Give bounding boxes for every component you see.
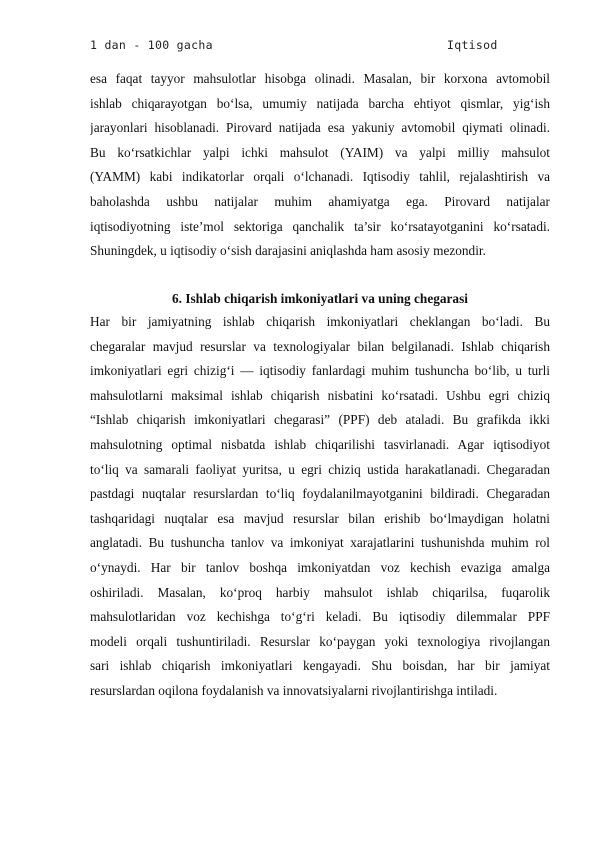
paragraph-intro [90, 67, 550, 264]
text-line: tashqaridagi nuqtalar esa mavjud resurslar bilan erishib bo‘lmaydigan holatni [90, 510, 550, 526]
running-header-left: 1 dan - 100 gacha [90, 38, 213, 52]
text-line: Shuningdek, u iqtisodiy o‘sish darajasini aniqlashda ham asosiy mezondir. [90, 243, 486, 259]
text-line: (YAMM) kabi indikatorlar orqali o‘lchanadi. Iqtisodiy tahlil, rejalashtirish va [90, 169, 550, 185]
text-line: to‘liq va samarali faoliyat yuritsa, u egri chiziq ustida harakatlanadi. Chegaradan [90, 461, 550, 477]
text-line: mahsulotlarni maksimal ishlab chiqarish nisbatini ko‘rsatadi. Ushbu egri chiziq [90, 387, 550, 403]
text-line: jarayonlari hisoblanadi. Pirovard natijada esa yakuniy avtomobil qiymati olinadi. [90, 120, 550, 136]
paragraph-ppf [90, 310, 550, 704]
text-line: Bu ko‘rsatkichlar yalpi ichki mahsulot (YAIM) va yalpi milliy mahsulot [90, 144, 550, 160]
text-line: o‘ynaydi. Har bir tanlov boshqa imkoniyatdan voz kechish evaziga amalga [90, 559, 550, 575]
text-line: esa faqat tayyor mahsulotlar hisobga olinadi. Masalan, bir korxona avtomobil [90, 71, 550, 86]
text-line: mahsulotlaridan voz kechishga to‘g‘ri keladi. Bu iqtisodiy dilemmalar PPF [90, 609, 550, 625]
text-line: ishlab chiqarayotgan bo‘lsa, umumiy natijada barcha ehtiyot qismlar, yig‘ish [90, 95, 550, 111]
text-line: anglatadi. Bu tushuncha tanlov va imkoniyat xarajatlarini tushunishda muhim rol [90, 535, 550, 551]
text-line: chegaralar mavjud resurslar va texnologiyalar bilan belgilanadi. Ishlab chiqarish [90, 338, 550, 354]
text-line: Har bir jamiyatning ishlab chiqarish imkoniyatlari cheklangan bo‘ladi. Bu [90, 314, 550, 329]
text-line: sari ishlab chiqarish imkoniyatlari kengayadi. Shu boisdan, har bir jamiyat [90, 658, 550, 674]
text-line: oshiriladi. Masalan, ko‘proq harbiy mahsulot ishlab chiqarilsa, fuqarolik [90, 584, 550, 600]
text-line: iqtisodiyotning iste’mol sektoriga qanchalik ta’sir ko‘rsatayotganini ko‘rsatadi. [90, 218, 550, 234]
text-line: imkoniyatlari egri chizig‘i — iqtisodiy fanlardagi muhim tushuncha bo‘lib, u turli [90, 363, 550, 379]
text-line: baholashda ushbu natijalar muhim ahamiyatga ega. Pirovard natijalar [90, 193, 550, 209]
running-header-right: Iqtisod [447, 38, 498, 52]
text-line: modeli orqali tushuntiriladi. Resurslar ko‘paygan yoki texnologiya rivojlangan [90, 633, 550, 649]
section-heading: 6. Ishlab chiqarish imkoniyatlari va uning chegarasi [172, 291, 468, 306]
text-line: “Ishlab chiqarish imkoniyatlari chegarasi” (PPF) deb ataladi. Bu grafikda ikki [90, 412, 550, 428]
text-line: mahsulotning optimal nisbatda ishlab chiqarilishi tasvirlanadi. Agar iqtisodiyot [90, 436, 550, 452]
text-line: pastdagi nuqtalar resurslardan to‘liq foydalanilmayotganini bildiradi. Chegaradan [90, 486, 550, 502]
text-line: resurslardan oqilona foydalanish va innovatsiyalarni rivojlantirishga intiladi. [90, 682, 498, 698]
